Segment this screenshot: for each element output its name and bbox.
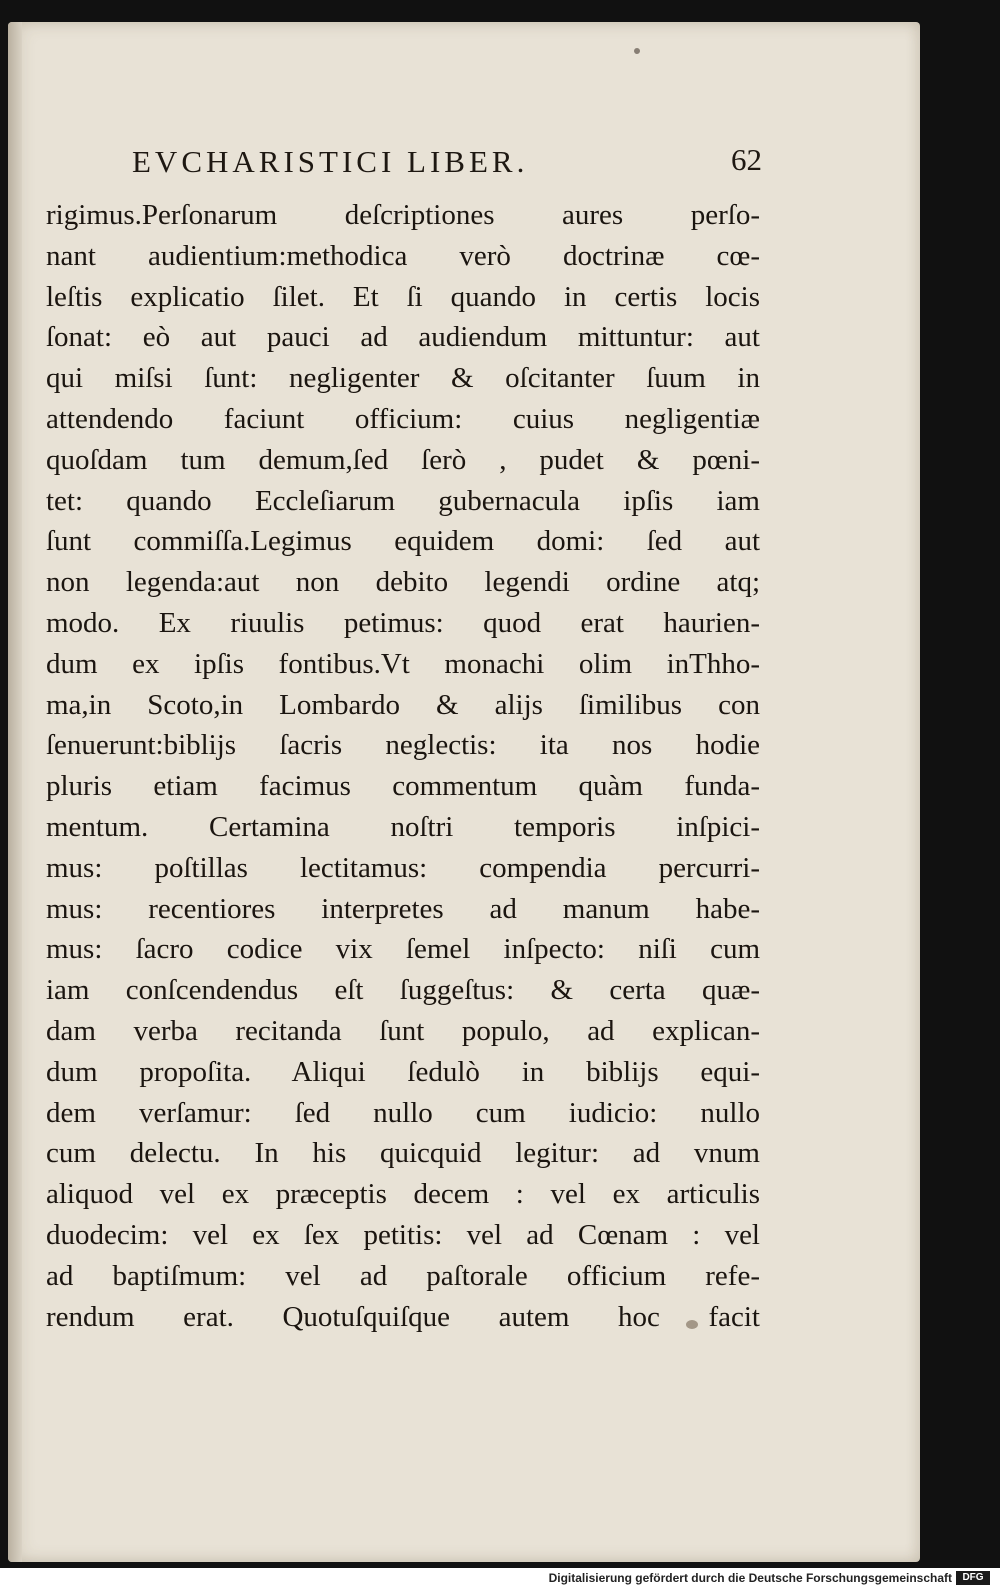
text-line: dem verſamur: ſed nullo cum iudicio: nullo [46,1096,760,1129]
text-line: attendendo faciunt officium: cuius negligentiæ [46,402,760,435]
text-line: nant audientium:methodica verò doctrinæ cœ- [46,239,760,272]
text-line: qui miſsi ſunt: negligenter & oſcitanter ſuum in [46,362,760,395]
text-line: ſenuerunt:biblijs ſacris neglectis: ita nos hodie [46,729,760,762]
page-gutter-edge [8,22,22,1562]
body-text [46,195,760,1337]
text-line: leſtis explicatio ſilet. Et ſi quando in certis locis [46,280,760,313]
text-line: modo. Ex riuulis petimus: quod erat haurien- [46,606,760,639]
text-line: quoſdam tum demum,ſed ſerò , pudet & pœni- [46,443,760,476]
text-line: tet: quando Eccleſiarum gubernacula ipſis iam [46,484,760,517]
text-line: ad baptiſmum: vel ad paſtorale officium refe- [46,1259,760,1292]
text-line: dam verba recitanda ſunt populo, ad explican- [46,1014,760,1047]
text-line: mus: poſtillas lectitamus: compendia percurri- [46,851,760,884]
text-line: mentum. Certamina noſtri temporis inſpici- [46,810,760,843]
text-line: cum delectu. In his quicquid legitur: ad vnum [46,1137,760,1170]
ink-spot [686,1320,698,1329]
text-line: iam conſcendendus eſt ſuggeſtus: & certa quæ- [46,974,760,1007]
text-line: non legenda:aut non debito legendi ordine atq; [46,566,760,599]
text-line: dum ex ipſis fontibus.Vt monachi olim inThho- [46,647,760,680]
dfg-logo: DFG [956,1571,990,1585]
running-head [126,144,766,184]
book-page [8,22,920,1562]
text-line: duodecim: vel ex ſex petitis: vel ad Cœnam : vel [46,1218,760,1251]
text-line: ma,in Scoto,in Lombardo & alijs ſimilibus con [46,688,760,721]
text-line: pluris etiam facimus commentum quàm funda- [46,770,760,803]
funding-credit: Digitalisierung gefördert durch die Deutsche Forschungsgemeinschaft [548,1571,952,1585]
text-line: ſonat: eò aut pauci ad audiendum mittuntur: aut [46,321,760,354]
text-line: dum propoſita. Aliqui ſedulò in biblijs equi- [46,1055,760,1088]
footer-bar [0,1568,1000,1590]
page-mark [634,48,640,54]
text-line: aliquod vel ex præceptis decem : vel ex articulis [46,1178,760,1211]
text-line: mus: recentiores interpretes ad manum habe- [46,892,760,925]
page-number: 62 [731,142,762,177]
text-line: ſunt commiſſa.Legimus equidem domi: ſed aut [46,525,760,558]
text-line: mus: ſacro codice vix ſemel inſpecto: niſi cum [46,933,760,966]
text-line: rigimus.Perſonarum deſcriptiones aures perſo- [46,199,760,231]
running-title: EVCHARISTICI LIBER. [132,144,529,179]
text-line: rendum erat. Quotuſquiſque autem hoc facit [46,1300,760,1333]
